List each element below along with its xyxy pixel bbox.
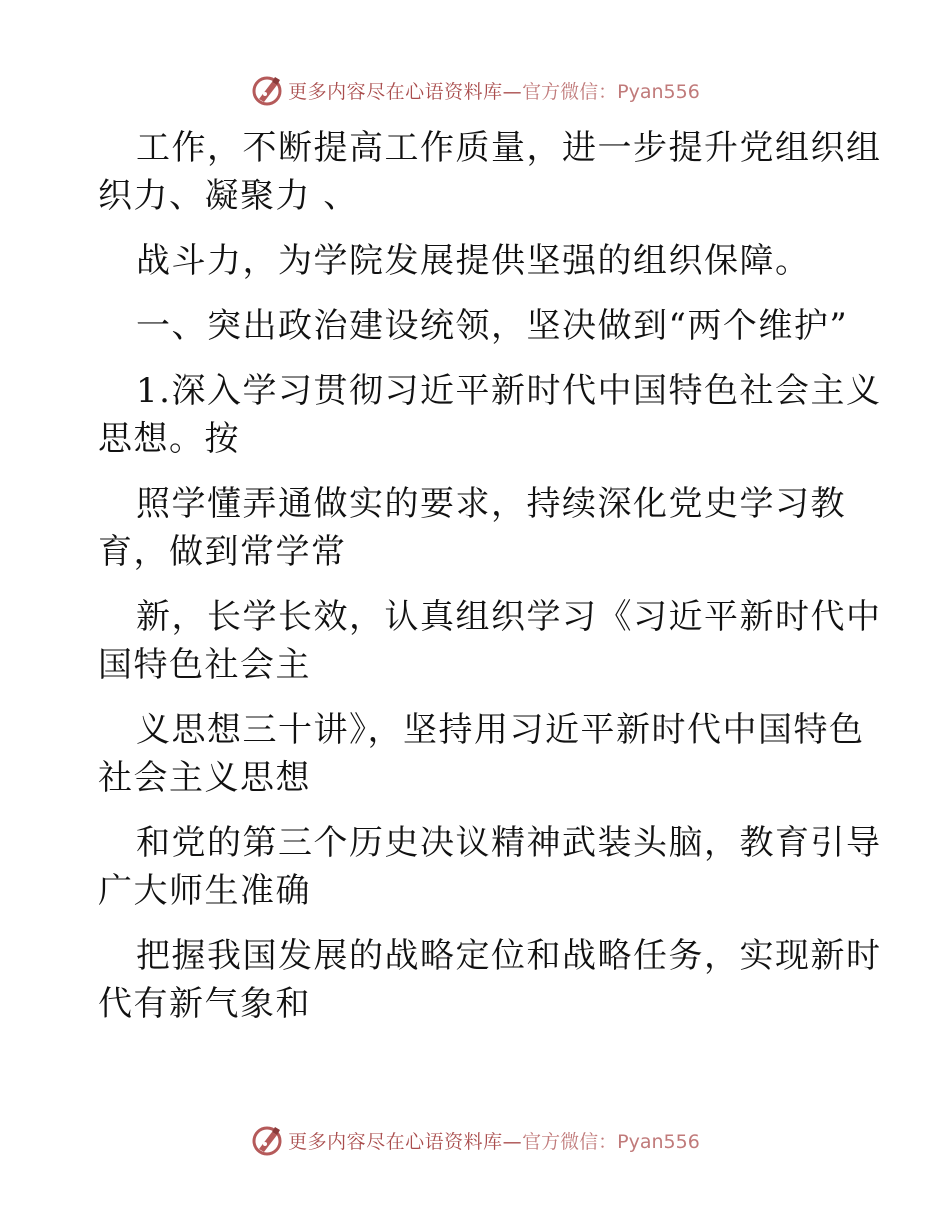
paragraph-line: 1.深入学习贯彻习近平新时代中国特色社会主义	[136, 371, 882, 411]
paragraph	[98, 480, 858, 576]
pen-nib-circle-logo-icon	[250, 1123, 284, 1157]
paragraph	[98, 706, 865, 802]
watermark-text: 更多内容尽在心语资料库—	[288, 80, 523, 103]
paragraph-line: 新，长学长效，认真组织学习《习近平新时代中	[136, 597, 882, 637]
watermark-text: 更多内容尽在心语资料库—	[288, 1130, 523, 1153]
paragraph-line: 织力、凝聚力 、	[98, 176, 359, 216]
paragraph-line: 义思想三十讲》，坚持用习近平新时代中国特色	[136, 710, 865, 750]
paragraph	[98, 819, 882, 915]
paragraph-line: 一、突出政治建设统领，坚决做到“两个维护”	[136, 306, 849, 346]
document-body	[98, 124, 882, 1028]
paragraph-line: 育，做到常学常	[98, 532, 347, 572]
paragraph-line: 国特色社会主	[98, 645, 311, 685]
pen-nib-circle-logo-icon	[250, 73, 284, 107]
paragraph-line: 照学懂弄通做实的要求，持续深化党史学习教	[136, 484, 846, 524]
paragraph-line: 代有新气象和	[98, 984, 311, 1024]
paragraph-line: 工作，不断提高工作质量，进一步提升党组织组	[136, 128, 882, 168]
watermark-wechat: 官方微信：Pyan556	[522, 80, 700, 103]
paragraph	[98, 932, 882, 1028]
watermark-wechat: 官方微信：Pyan556	[522, 1130, 700, 1153]
section-heading	[98, 302, 858, 350]
paragraph-line: 社会主义思想	[98, 758, 311, 798]
paragraph	[98, 367, 882, 463]
paragraph-line: 把握我国发展的战略定位和战略任务，实现新时	[136, 936, 882, 976]
paragraph	[98, 593, 882, 689]
paragraph	[98, 124, 882, 220]
header-watermark	[0, 68, 950, 112]
paragraph-line: 广大师生准确	[98, 871, 311, 911]
paragraph-line: 思想。按	[98, 419, 240, 459]
paragraph-line: 战斗力，为学院发展提供坚强的组织保障。	[136, 241, 811, 281]
footer-watermark	[0, 1118, 950, 1162]
paragraph	[98, 237, 858, 285]
paragraph-line: 和党的第三个历史决议精神武装头脑，教育引导	[136, 823, 882, 863]
